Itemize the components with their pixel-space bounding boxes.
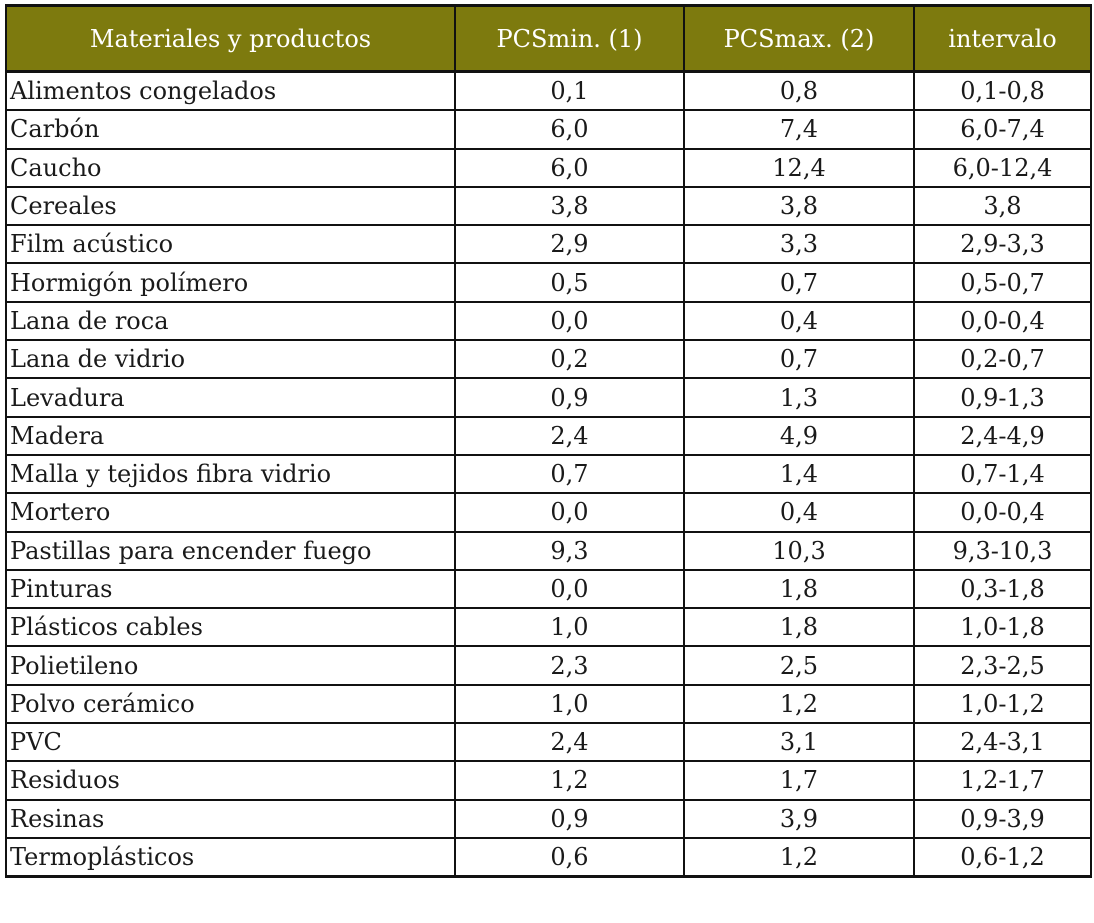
cell-pcs-max: 0,4 <box>684 302 914 340</box>
cell-material: Residuos <box>6 761 455 799</box>
cell-pcs-min: 2,4 <box>455 723 684 761</box>
cell-pcs-max: 1,8 <box>684 608 914 646</box>
cell-material: Lana de roca <box>6 302 455 340</box>
cell-material: Cereales <box>6 187 455 225</box>
cell-pcs-max: 4,9 <box>684 417 914 455</box>
cell-pcs-min: 6,0 <box>455 149 684 187</box>
cell-interval: 0,5-0,7 <box>914 263 1091 301</box>
cell-interval: 0,0-0,4 <box>914 302 1091 340</box>
cell-pcs-min: 0,9 <box>455 378 684 416</box>
pcs-table <box>5 4 1092 878</box>
table-row <box>6 110 1091 148</box>
cell-pcs-min: 2,3 <box>455 646 684 684</box>
cell-pcs-min: 0,7 <box>455 455 684 493</box>
cell-pcs-min: 0,0 <box>455 570 684 608</box>
cell-interval: 0,0-0,4 <box>914 493 1091 531</box>
header-pcs-max: PCSmax. (2) <box>684 6 914 72</box>
table-row <box>6 149 1091 187</box>
cell-pcs-min: 2,9 <box>455 225 684 263</box>
cell-interval: 0,9-1,3 <box>914 378 1091 416</box>
cell-material: Mortero <box>6 493 455 531</box>
cell-pcs-min: 3,8 <box>455 187 684 225</box>
cell-interval: 0,6-1,2 <box>914 838 1091 877</box>
cell-interval: 0,2-0,7 <box>914 340 1091 378</box>
cell-material: Resinas <box>6 800 455 838</box>
cell-pcs-min: 0,1 <box>455 72 684 111</box>
header-materials: Materiales y productos <box>6 6 455 72</box>
cell-interval: 1,0-1,2 <box>914 685 1091 723</box>
cell-pcs-max: 0,4 <box>684 493 914 531</box>
cell-pcs-min: 0,0 <box>455 493 684 531</box>
cell-pcs-max: 1,4 <box>684 455 914 493</box>
cell-material: Alimentos congelados <box>6 72 455 111</box>
cell-pcs-max: 12,4 <box>684 149 914 187</box>
cell-material: Malla y tejidos fibra vidrio <box>6 455 455 493</box>
cell-interval: 2,4-3,1 <box>914 723 1091 761</box>
cell-interval: 1,0-1,8 <box>914 608 1091 646</box>
cell-interval: 2,4-4,9 <box>914 417 1091 455</box>
cell-pcs-max: 0,8 <box>684 72 914 111</box>
cell-interval: 9,3-10,3 <box>914 532 1091 570</box>
cell-material: Caucho <box>6 149 455 187</box>
table-row <box>6 800 1091 838</box>
cell-interval: 3,8 <box>914 187 1091 225</box>
cell-material: Termoplásticos <box>6 838 455 877</box>
cell-material: Madera <box>6 417 455 455</box>
cell-material: Carbón <box>6 110 455 148</box>
cell-pcs-max: 3,8 <box>684 187 914 225</box>
cell-material: Pinturas <box>6 570 455 608</box>
cell-pcs-min: 1,2 <box>455 761 684 799</box>
table-row <box>6 455 1091 493</box>
cell-pcs-max: 3,3 <box>684 225 914 263</box>
cell-interval: 0,9-3,9 <box>914 800 1091 838</box>
cell-pcs-min: 0,5 <box>455 263 684 301</box>
cell-interval: 0,3-1,8 <box>914 570 1091 608</box>
table-row <box>6 493 1091 531</box>
cell-material: Film acústico <box>6 225 455 263</box>
table-row <box>6 72 1091 111</box>
cell-pcs-max: 1,3 <box>684 378 914 416</box>
header-row <box>6 6 1091 72</box>
cell-interval: 0,7-1,4 <box>914 455 1091 493</box>
table-row <box>6 608 1091 646</box>
cell-pcs-max: 3,9 <box>684 800 914 838</box>
cell-interval: 6,0-12,4 <box>914 149 1091 187</box>
cell-interval: 1,2-1,7 <box>914 761 1091 799</box>
cell-pcs-max: 0,7 <box>684 340 914 378</box>
table-row <box>6 685 1091 723</box>
cell-material: Polvo cerámico <box>6 685 455 723</box>
cell-material: PVC <box>6 723 455 761</box>
cell-pcs-min: 0,9 <box>455 800 684 838</box>
table-row <box>6 302 1091 340</box>
cell-material: Polietileno <box>6 646 455 684</box>
cell-pcs-max: 1,8 <box>684 570 914 608</box>
cell-pcs-max: 7,4 <box>684 110 914 148</box>
cell-pcs-max: 3,1 <box>684 723 914 761</box>
cell-pcs-max: 1,2 <box>684 838 914 877</box>
table-row <box>6 340 1091 378</box>
cell-pcs-min: 9,3 <box>455 532 684 570</box>
cell-pcs-min: 0,0 <box>455 302 684 340</box>
table-row <box>6 723 1091 761</box>
cell-pcs-min: 0,2 <box>455 340 684 378</box>
cell-material: Hormigón polímero <box>6 263 455 301</box>
table-row <box>6 646 1091 684</box>
header-pcs-min: PCSmin. (1) <box>455 6 684 72</box>
table-row <box>6 378 1091 416</box>
table-header <box>6 6 1091 72</box>
cell-material: Levadura <box>6 378 455 416</box>
cell-pcs-max: 2,5 <box>684 646 914 684</box>
header-interval: intervalo <box>914 6 1091 72</box>
table-row <box>6 570 1091 608</box>
table-row <box>6 532 1091 570</box>
cell-pcs-max: 0,7 <box>684 263 914 301</box>
cell-pcs-min: 2,4 <box>455 417 684 455</box>
cell-pcs-max: 1,7 <box>684 761 914 799</box>
table-row <box>6 225 1091 263</box>
cell-interval: 0,1-0,8 <box>914 72 1091 111</box>
table-row <box>6 838 1091 877</box>
table-row <box>6 761 1091 799</box>
table-row <box>6 263 1091 301</box>
cell-material: Lana de vidrio <box>6 340 455 378</box>
cell-pcs-max: 1,2 <box>684 685 914 723</box>
table-row <box>6 417 1091 455</box>
cell-interval: 2,3-2,5 <box>914 646 1091 684</box>
cell-material: Pastillas para encender fuego <box>6 532 455 570</box>
cell-pcs-min: 1,0 <box>455 608 684 646</box>
cell-pcs-min: 1,0 <box>455 685 684 723</box>
cell-pcs-min: 6,0 <box>455 110 684 148</box>
cell-interval: 2,9-3,3 <box>914 225 1091 263</box>
cell-material: Plásticos cables <box>6 608 455 646</box>
cell-pcs-min: 0,6 <box>455 838 684 877</box>
table-body <box>6 72 1091 877</box>
cell-pcs-max: 10,3 <box>684 532 914 570</box>
cell-interval: 6,0-7,4 <box>914 110 1091 148</box>
table-row <box>6 187 1091 225</box>
